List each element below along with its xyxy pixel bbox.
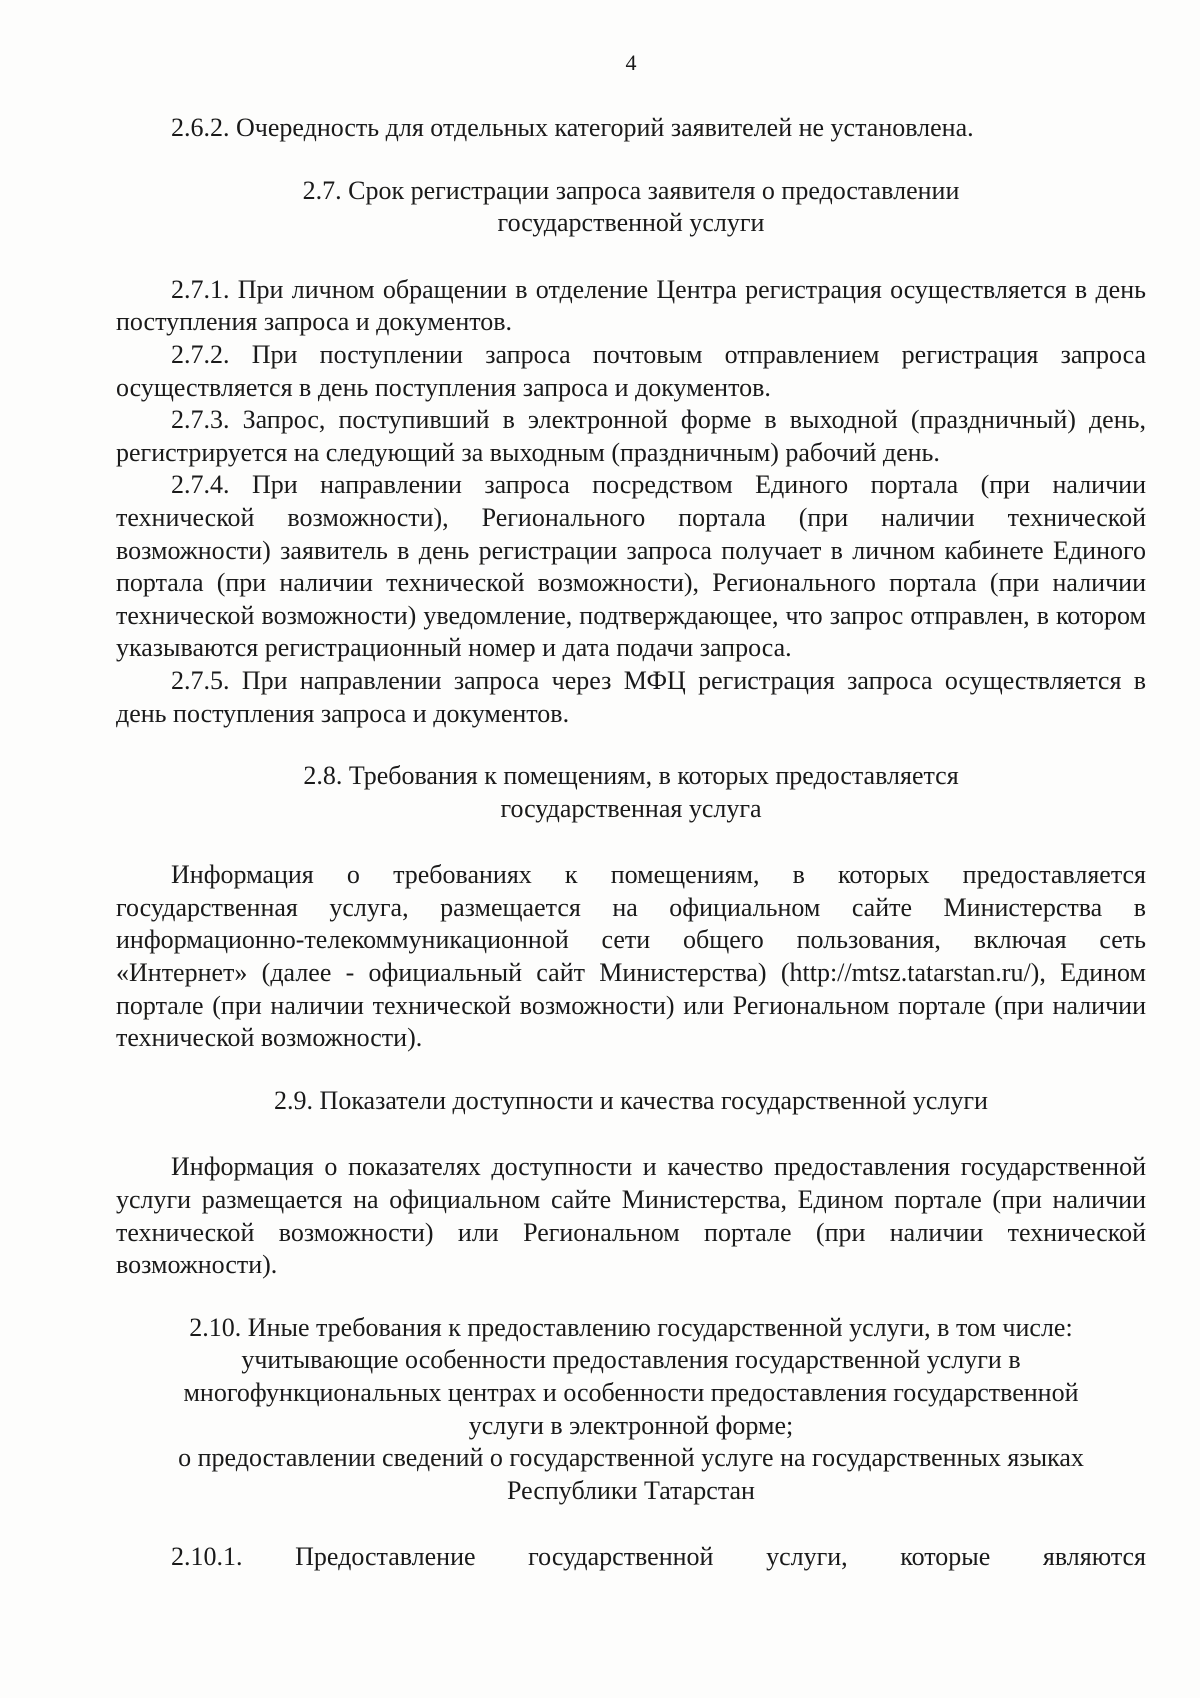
document-body xyxy=(116,112,1146,1574)
heading-2-10-line-6: Республики Татарстан xyxy=(507,1475,755,1505)
heading-2-10 xyxy=(116,1312,1146,1508)
heading-2-10-line-2: учитывающие особенности предоставления государственной услуги в xyxy=(241,1345,1021,1375)
heading-2-7-line-1: 2.7. Срок регистрации запроса заявителя о предоставлении xyxy=(302,175,960,205)
paragraph-2-9: Информация о показателях доступности и качество предоставления государственной услуги размещается на официальном сайте Министерства, Едином портале (при наличии технической возможности) или Региональном портале (при наличии технической возможности). xyxy=(116,1152,1146,1280)
heading-2-9-line-1: 2.9. Показатели доступности и качества государственной услуги xyxy=(274,1085,988,1115)
paragraph-2-7-2: 2.7.2. При поступлении запроса почтовым отправлением регистрация запроса осуществляется в день поступления запроса и документов. xyxy=(116,339,1146,402)
heading-2-10-line-3: многофункциональных центрах и особенности предоставления государственной xyxy=(183,1378,1079,1407)
paragraph-2-8: Информация о требованиях к помещениям, в которых предоставляется государственная услуга, размещается на официальном сайте Министерства в информационно-телекоммуникационной сети общего пользования, включая сеть «Интернет» (далее - официальный сайт Министерства) (http://mtsz.tatarstan.ru/), Едином портале (при наличии технической возможности) или Региональном портале (при наличии технической возможности). xyxy=(116,860,1146,1053)
heading-2-10-line-1: 2.10. Иные требования к предоставлению государственной услуги, в том числе: xyxy=(189,1312,1073,1342)
paragraph-2-10-1: 2.10.1. Предоставление государственной услуги, которые являются xyxy=(171,1542,1146,1572)
paragraph-2-6-2: 2.6.2. Очередность для отдельных категорий заявителей не установлена. xyxy=(171,113,974,142)
heading-2-7-line-2: государственной услуги xyxy=(497,208,765,238)
paragraph-2-7-1: 2.7.1. При личном обращении в отделение Центра регистрация осуществляется в день поступления запроса и документов. xyxy=(116,274,1146,337)
paragraph-2-7-3: 2.7.3. Запрос, поступивший в электронной форме в выходной (праздничный) день, регистрируется на следующий за выходным (праздничным) рабочий день. xyxy=(116,405,1146,467)
paragraph-2-7-5: 2.7.5. При направлении запроса через МФЦ регистрация запроса осуществляется в день поступления запроса и документов. xyxy=(116,665,1146,728)
heading-2-9 xyxy=(116,1085,1146,1118)
page-number: 4 xyxy=(625,50,637,75)
heading-2-7 xyxy=(116,175,1146,240)
heading-2-8-line-1: 2.8. Требования к помещениям, в которых предоставляется xyxy=(303,761,959,791)
paragraph-2-7-4: 2.7.4. При направлении запроса посредством Единого портала (при наличии технической возможности), Регионального портала (при наличии технической возможности) заявитель в день регистрации запроса получает в личном кабинете Единого портала (при наличии технической возможности), Регионального портала (при наличии технической возможности) уведомление, подтверждающее, что запрос отправлен, в котором указываются регистрационный номер и дата подачи запроса. xyxy=(116,470,1146,663)
heading-2-10-line-5: о предоставлении сведений о государственной услуге на государственных языках xyxy=(178,1443,1084,1473)
heading-2-10-line-4: услуги в электронной форме; xyxy=(468,1410,794,1440)
heading-2-8 xyxy=(116,760,1146,825)
heading-2-8-line-2: государственная услуга xyxy=(500,793,762,823)
